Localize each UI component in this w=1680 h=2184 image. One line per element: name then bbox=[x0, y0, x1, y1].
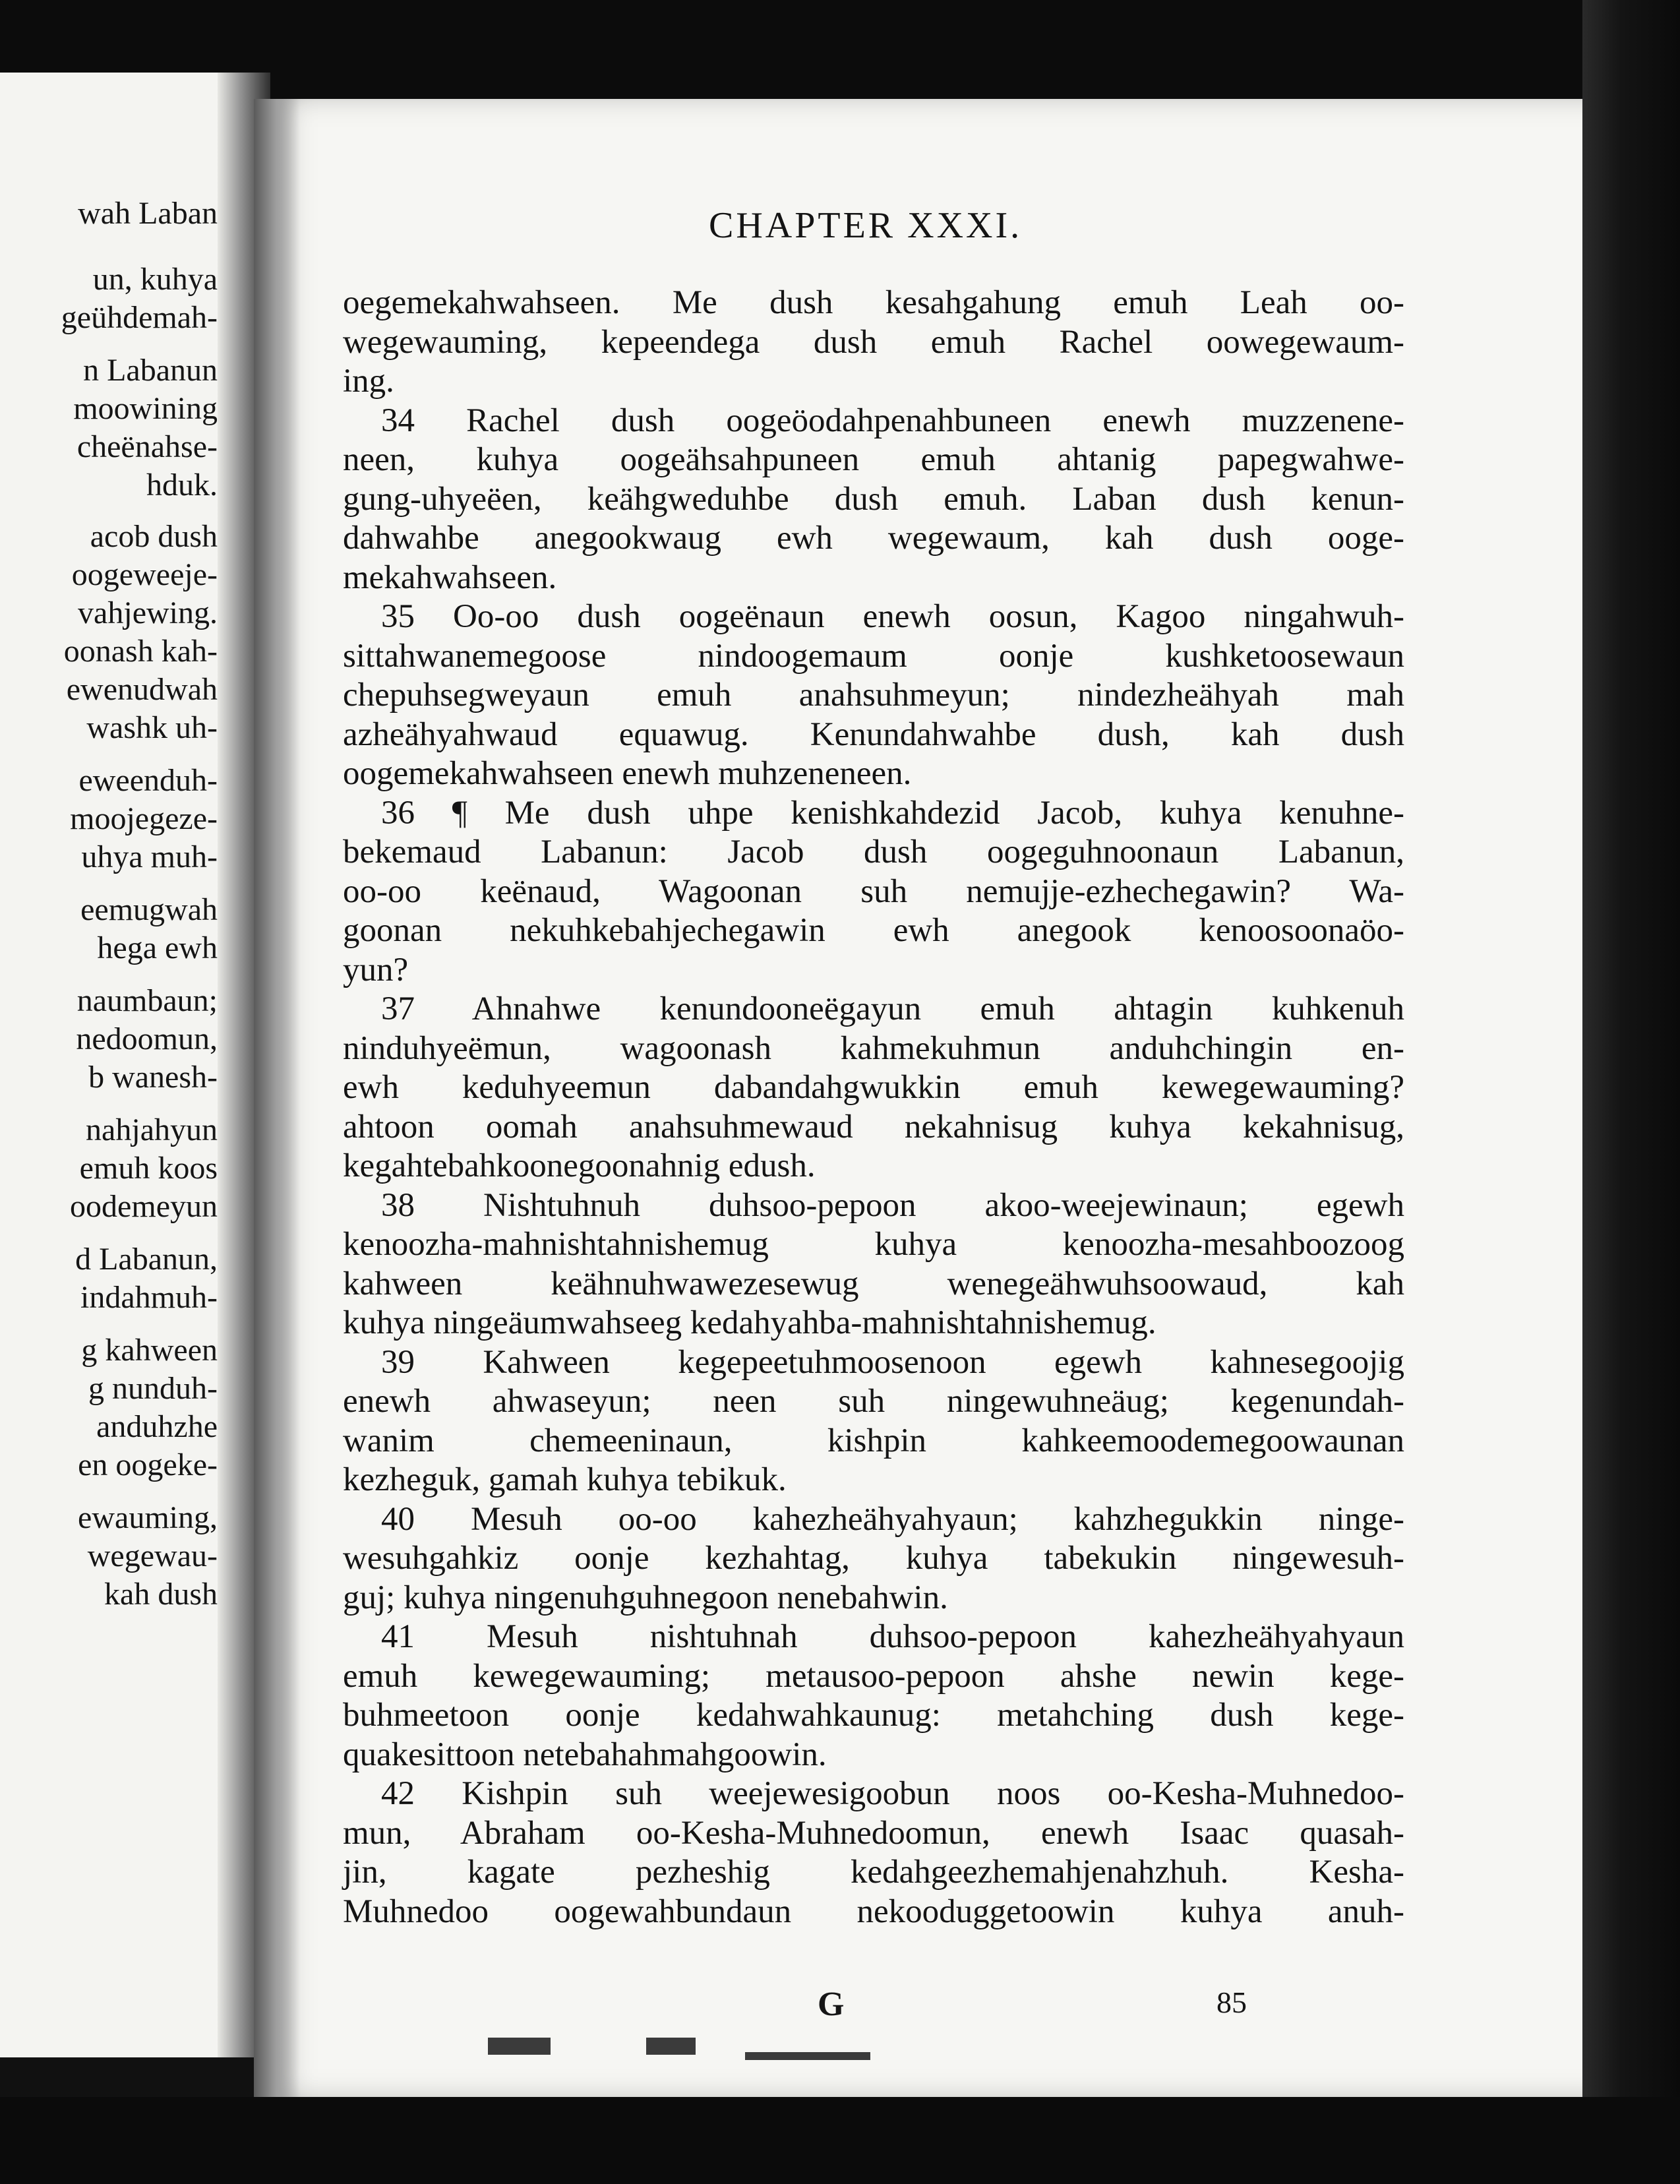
text-line: yun? bbox=[343, 951, 409, 988]
left-page-line: wegewau- bbox=[87, 1538, 218, 1573]
library-stamp bbox=[646, 2038, 696, 2055]
left-page-line: g nunduh- bbox=[88, 1371, 218, 1406]
left-page-line: acob dush bbox=[90, 519, 218, 554]
left-page-line: ewenudwah bbox=[66, 672, 218, 707]
text-line: neen, kuhya oogeähsahpuneen emuh ahtanig papegwahwe- bbox=[343, 441, 1404, 478]
text-line: oogemekahwahseen enewh muhzeneneen. bbox=[343, 755, 912, 792]
left-page-line: moowining bbox=[73, 391, 218, 426]
text-line: ahtoon oomah anahsuhmewaud nekahnisug kuhya kekahnisug, bbox=[343, 1108, 1404, 1145]
library-stamp bbox=[745, 2052, 870, 2060]
left-page-line: emuh koos bbox=[79, 1151, 218, 1186]
text-line: sittahwanemegoose nindoogemaum oonje kushketoosewaun bbox=[343, 637, 1404, 675]
left-page-line: kah dush bbox=[104, 1577, 218, 1612]
left-page-line: cheënahse- bbox=[76, 429, 218, 464]
text-line: wanim chemeeninaun, kishpin kahkeemoodemegoowaunan bbox=[343, 1422, 1404, 1459]
text-line: gung-uhyeëen, keähgweduhbe dush emuh. Laban dush kenun- bbox=[343, 480, 1404, 518]
left-page-line: n Labanun bbox=[83, 353, 218, 388]
left-page-line: hega ewh bbox=[97, 930, 218, 965]
left-page-line: vahjewing. bbox=[78, 595, 218, 630]
text-line: goonan nekuhkebahjechegawin ewh anegook kenoosoonaöo- bbox=[343, 912, 1404, 949]
chapter-title: CHAPTER XXXI. bbox=[709, 205, 1023, 246]
left-page-line: anduhzhe bbox=[96, 1409, 218, 1444]
left-page-line: uhya muh- bbox=[81, 839, 218, 874]
left-page-line: moojegeze- bbox=[70, 801, 218, 836]
text-line: Muhnedoo oogewahbundaun nekooduggetoowin kuhya anuh- bbox=[343, 1893, 1404, 1930]
text-line: 39 Kahween kegepeetuhmoosenoon egewh kahnesegoojig bbox=[381, 1343, 1404, 1381]
text-line: 40 Mesuh oo-oo kahezheähyahyaun; kahzhegukkin ninge- bbox=[381, 1500, 1404, 1538]
text-line: jin, kagate pezheshig kedahgeezhemahjenahzhuh. Kesha- bbox=[343, 1854, 1404, 1891]
left-page-line: geühdemah- bbox=[61, 300, 218, 335]
text-line: emuh kewegewauming; metausoo-pepoon ahshe newin kege- bbox=[343, 1657, 1404, 1695]
left-page-line: oogeweeje- bbox=[71, 557, 218, 592]
left-page-line: oodemeyun bbox=[70, 1189, 218, 1224]
text-line: 36 ¶ Me dush uhpe kenishkahdezid Jacob, kuhya kenuhne- bbox=[381, 794, 1404, 832]
text-line: wegewauming, kepeendega dush emuh Rachel oowegewaum- bbox=[343, 323, 1404, 361]
scan-right-border bbox=[1582, 0, 1680, 2184]
text-line: 42 Kishpin suh weejewesigoobun noos oo-Kesha-Muhnedoo- bbox=[381, 1775, 1404, 1812]
page-number: 85 bbox=[1216, 1986, 1247, 2019]
text-line: buhmeetoon oonje kedahwahkaunug: metahching dush kege- bbox=[343, 1697, 1404, 1734]
text-line: kahween keähnuhwawezesewug wenegeähwuhsoowaud, kah bbox=[343, 1265, 1404, 1302]
text-line: 38 Nishtuhnuh duhsoo-pepoon akoo-weejewinaun; egewh bbox=[381, 1186, 1404, 1224]
left-page-line: wah Laban bbox=[78, 196, 218, 231]
text-line: kenoozha-mahnishtahnishemug kuhya kenoozha-mesahboozoog bbox=[343, 1226, 1404, 1263]
text-line: chepuhsegweyaun emuh anahsuhmeyun; nindezheähyah mah bbox=[343, 677, 1404, 713]
left-page-line: naumbaun; bbox=[76, 983, 218, 1018]
left-page-line: g kahween bbox=[81, 1333, 218, 1368]
left-page-line: eweenduh- bbox=[78, 763, 218, 798]
left-page-line: washk uh- bbox=[86, 710, 218, 745]
text-line: kegahtebahkoonegoonahnig edush. bbox=[343, 1147, 816, 1184]
library-stamp bbox=[488, 2038, 551, 2055]
text-line: 34 Rachel dush oogeöodahpenahbuneen enewh muzzenene- bbox=[381, 402, 1404, 439]
text-line: quakesittoon netebahahmahgoowin. bbox=[343, 1736, 827, 1773]
text-line: 35 Oo-oo dush oogeënaun enewh oosun, Kagoo ningahwuh- bbox=[381, 598, 1404, 635]
scan-bottom-border bbox=[0, 2097, 1680, 2184]
text-line: 41 Mesuh nishtuhnah duhsoo-pepoon kahezheähyahyaun bbox=[381, 1618, 1404, 1655]
signature-mark: G bbox=[818, 1986, 845, 2023]
left-page-line: nedoomun, bbox=[76, 1021, 218, 1056]
text-line: bekemaud Labanun: Jacob dush oogeguhnoonaun Labanun, bbox=[343, 834, 1404, 870]
left-page-line: hduk. bbox=[146, 468, 218, 502]
text-line: kezheguk, gamah kuhya tebikuk. bbox=[343, 1461, 787, 1498]
text-line: enewh ahwaseyun; neen suh ningewuhneäug; kegenundah- bbox=[343, 1383, 1404, 1420]
text-line: guj; kuhya ningenuhguhnegoon nenebahwin. bbox=[343, 1579, 948, 1616]
text-line: oegemekahwahseen. Me dush kesahgahung emuh Leah oo- bbox=[343, 284, 1404, 321]
text-line: dahwahbe anegookwaug ewh wegewaum, kah dush ooge- bbox=[343, 520, 1404, 557]
left-page-line: un, kuhya bbox=[92, 262, 218, 297]
text-line: ninduhyeëmun, wagoonash kahmekuhmun anduhchingin en- bbox=[343, 1029, 1404, 1067]
left-page-line: b wanesh- bbox=[88, 1060, 218, 1095]
left-page-line: en oogeke- bbox=[78, 1447, 218, 1482]
facing-page-left bbox=[0, 73, 244, 2057]
text-line: ewh keduhyeemun dabandahgwukkin emuh kewegewauming? bbox=[343, 1069, 1404, 1106]
text-line: azheähyahwaud equawug. Kenundahwahbe dush, kah dush bbox=[343, 715, 1404, 753]
left-page-line: ewauming, bbox=[78, 1500, 218, 1535]
left-page-line: indahmuh- bbox=[80, 1280, 218, 1315]
text-line: kuhya ningeäumwahseeg kedahyahba-mahnishtahnishemug. bbox=[343, 1304, 1156, 1341]
text-line: mun, Abraham oo-Kesha-Muhnedoomun, enewh Isaac quasah- bbox=[343, 1814, 1404, 1852]
text-line: ing. bbox=[343, 363, 394, 400]
left-page-line: nahjahyun bbox=[86, 1112, 218, 1147]
left-page-line: eemugwah bbox=[80, 892, 218, 927]
text-line: 37 Ahnahwe kenundooneëgayun emuh ahtagin kuhkenuh bbox=[381, 990, 1404, 1027]
chapter-text bbox=[343, 284, 1404, 1931]
page-edge-shadow bbox=[254, 99, 300, 2097]
text-line: wesuhgahkiz oonje kezhahtag, kuhya tabekukin ningewesuh- bbox=[343, 1540, 1404, 1577]
text-line: oo-oo keënaud, Wagoonan suh nemujje-ezhechegawin? Wa- bbox=[343, 872, 1404, 910]
left-page-line: d Labanun, bbox=[75, 1242, 218, 1277]
text-line: mekahwahseen. bbox=[343, 559, 557, 596]
left-page-line: oonash kah- bbox=[63, 634, 218, 669]
